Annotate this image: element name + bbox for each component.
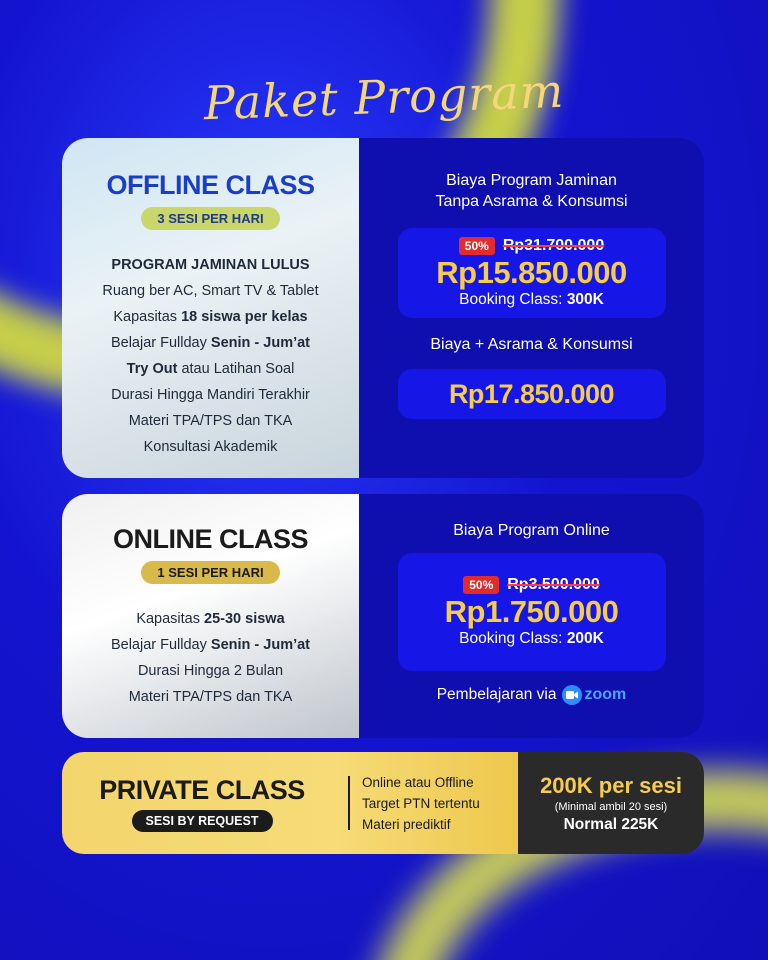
booking-fee: Booking Class: 200K [459, 630, 604, 647]
zoom-logo [562, 685, 626, 705]
feature-item: Durasi Hingga Mandiri Terakhir [111, 387, 310, 403]
original-price: Rp3.500.000 [507, 576, 600, 593]
asrama-price-label: Biaya + Asrama & Konsumsi [430, 336, 633, 353]
private-class-card [62, 752, 704, 854]
asrama-price: Rp17.850.000 [448, 378, 615, 409]
feature-item: Materi prediktif [362, 816, 451, 832]
online-feature-list [111, 606, 310, 710]
feature-item: Materi TPA/TPS dan TKA [128, 689, 293, 705]
feature-item: PROGRAM JAMINAN LULUS [111, 257, 310, 273]
private-info-panel [62, 752, 518, 854]
discounted-price: Rp1.750.000 [444, 594, 619, 629]
feature-item: Materi TPA/TPS dan TKA [128, 413, 293, 429]
feature-item: Online atau Offline [362, 774, 474, 790]
platform-label: Pembelajaran via [436, 686, 557, 703]
offline-price-box [398, 228, 666, 318]
private-title-block [62, 775, 342, 832]
online-pricing-panel [359, 494, 704, 738]
private-heading: PRIVATE CLASS [99, 774, 305, 805]
video-camera-icon [562, 685, 582, 705]
discount-badge: 50% [463, 576, 499, 594]
feature-item: Kapasitas 18 siswa per kelas [113, 309, 308, 325]
offline-info-panel [62, 138, 359, 478]
feature-item: Try Out atau Latihan Soal [126, 361, 295, 377]
asrama-price-box [398, 369, 666, 419]
feature-item: Konsultasi Akademik [143, 439, 278, 455]
online-class-card [62, 494, 704, 738]
online-info-panel [62, 494, 359, 738]
private-feature-list [362, 772, 480, 835]
divider [348, 776, 350, 830]
offline-class-card [62, 138, 704, 478]
offline-pricing-panel [359, 138, 704, 478]
feature-item: Belajar Fullday Senin - Jum’at [110, 335, 311, 351]
online-price-box [398, 553, 666, 671]
platform-row [437, 685, 627, 705]
feature-item: Ruang ber AC, Smart TV & Tablet [102, 283, 319, 299]
offline-heading: OFFLINE CLASS [106, 170, 315, 200]
offline-sessions-pill: 3 SESI PER HARI [141, 207, 279, 230]
offline-price-label: Biaya Program Jaminan Tanpa Asrama & Konsumsi [435, 172, 628, 210]
page-title: Paket Program [202, 63, 566, 131]
feature-item: Durasi Hingga 2 Bulan [137, 663, 284, 679]
private-price: 200K per sesi [540, 772, 682, 798]
offline-feature-list [102, 252, 318, 460]
discount-row [463, 576, 600, 594]
feature-item: Kapasitas 25-30 siswa [136, 611, 285, 627]
online-heading: ONLINE CLASS [112, 524, 308, 554]
private-normal-price: Normal 225K [563, 815, 659, 833]
discounted-price: Rp15.850.000 [436, 255, 627, 290]
feature-item: Target PTN tertentu [362, 795, 480, 811]
online-sessions-pill: 1 SESI PER HARI [141, 561, 279, 584]
feature-item: Belajar Fullday Senin - Jum’at [110, 637, 311, 653]
discount-badge: 50% [459, 237, 495, 255]
original-price: Rp31.700.000 [502, 237, 605, 254]
private-minimum: (Minimal ambil 20 sesi) [554, 800, 668, 813]
zoom-wordmark: zoom [584, 686, 627, 703]
private-sessions-pill: SESI BY REQUEST [132, 810, 273, 832]
private-pricing-panel [518, 752, 704, 854]
online-price-label: Biaya Program Online [453, 522, 610, 539]
booking-fee: Booking Class: 300K [459, 291, 604, 308]
discount-row [459, 237, 604, 255]
